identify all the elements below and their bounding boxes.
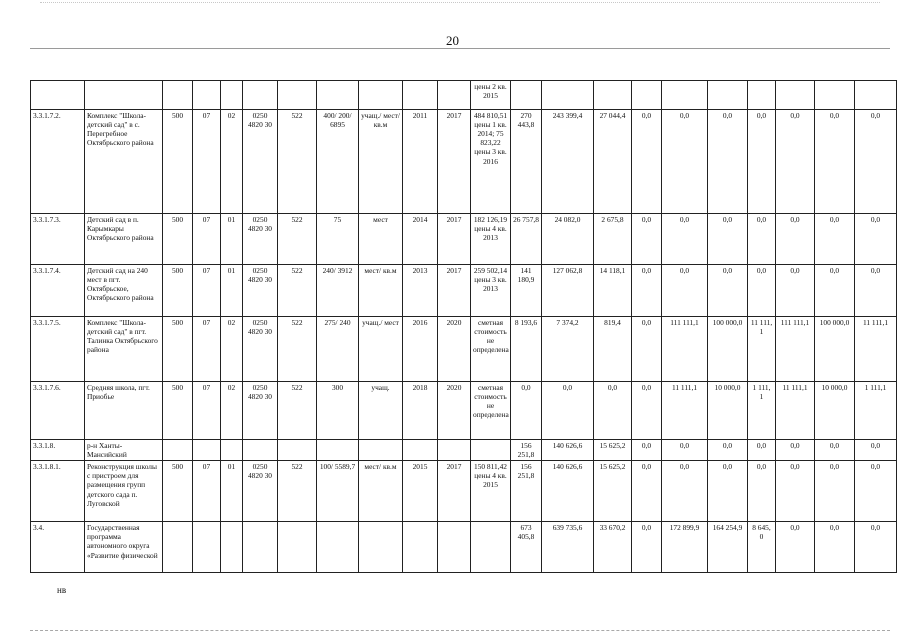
cell-subsection: 01 <box>221 461 243 522</box>
cell-target-article: 0250 4820 30 <box>243 265 278 317</box>
cell-estimated-cost: 182 126,19 цены 4 кв. 2013 <box>471 214 511 265</box>
cell-district-3: 0,0 <box>815 461 855 522</box>
cell-ministry: 500 <box>163 461 193 522</box>
cell-total: 270 443,8 <box>511 110 542 214</box>
cell-estimated-cost: сметная стоимость не определена <box>471 382 511 440</box>
cell-name: Средняя школа, пгт. Приобье <box>85 382 163 440</box>
cell-total-2: 111 111,1 <box>662 317 708 382</box>
cell-local-budget: 2 675,8 <box>594 214 632 265</box>
cell-estimated-cost: 484 810,51 цены 1 кв. 2014; 75 823,22 цены 3 кв. 2016 <box>471 110 511 214</box>
cell-federal <box>632 81 662 110</box>
cell-code: 3.4. <box>31 522 85 573</box>
cell-unit: учащ. <box>359 382 403 440</box>
cell-start-year: 2015 <box>403 461 438 522</box>
cell-target-article <box>243 81 278 110</box>
cell-end-year: 2020 <box>438 317 471 382</box>
cell-section <box>193 440 221 461</box>
cell-ministry <box>163 522 193 573</box>
cell-district-2: 0,0 <box>708 461 748 522</box>
cell-local-budget: 0,0 <box>594 382 632 440</box>
cell-capacity <box>317 81 359 110</box>
cell-start-year: 2014 <box>403 214 438 265</box>
cell-ministry: 500 <box>163 110 193 214</box>
cell-district-budget: 140 626,6 <box>542 440 594 461</box>
cell-capacity: 275/ 240 <box>317 317 359 382</box>
cell-district-2 <box>708 81 748 110</box>
cell-local-2: 0,0 <box>748 461 776 522</box>
cell-local-3: 0,0 <box>855 110 897 214</box>
cell-local-2 <box>748 81 776 110</box>
cell-district-budget: 7 374,2 <box>542 317 594 382</box>
cell-end-year: 2017 <box>438 214 471 265</box>
cell-name: Детский сад в п. Карымкары Октябрьского района <box>85 214 163 265</box>
cell-unit: мест <box>359 214 403 265</box>
cell-target-article <box>243 522 278 573</box>
cell-section <box>193 522 221 573</box>
cell-district-3: 0,0 <box>815 265 855 317</box>
cell-local-3: 0,0 <box>855 265 897 317</box>
cell-target-article: 0250 4820 30 <box>243 382 278 440</box>
cell-federal: 0,0 <box>632 317 662 382</box>
cell-capacity: 75 <box>317 214 359 265</box>
cell-federal: 0,0 <box>632 265 662 317</box>
cell-name <box>85 81 163 110</box>
cell-subsection <box>221 440 243 461</box>
cell-local-2: 11 111, 1 <box>748 317 776 382</box>
cell-district-budget: 140 626,6 <box>542 461 594 522</box>
cell-district-3: 0,0 <box>815 110 855 214</box>
cell-estimated-cost <box>471 440 511 461</box>
cell-total: 156 251,8 <box>511 440 542 461</box>
cell-unit: мест/ кв.м <box>359 265 403 317</box>
cell-end-year: 2017 <box>438 265 471 317</box>
table-row <box>31 214 897 265</box>
cell-target-article <box>243 440 278 461</box>
cell-unit <box>359 522 403 573</box>
cell-federal: 0,0 <box>632 522 662 573</box>
cell-district-budget <box>542 81 594 110</box>
budget-table <box>30 80 897 573</box>
cell-district-3: 0,0 <box>815 522 855 573</box>
cell-total-3: 0,0 <box>776 522 815 573</box>
cell-start-year: 2013 <box>403 265 438 317</box>
cell-ministry: 500 <box>163 382 193 440</box>
cell-section <box>193 81 221 110</box>
cell-district-2: 164 254,9 <box>708 522 748 573</box>
cell-capacity: 100/ 5589,7 <box>317 461 359 522</box>
cell-code: 3.3.1.7.5. <box>31 317 85 382</box>
cell-total: 156 251,8 <box>511 461 542 522</box>
cell-end-year <box>438 522 471 573</box>
cell-local-3: 0,0 <box>855 440 897 461</box>
cell-section: 07 <box>193 382 221 440</box>
cell-district-2: 100 000,0 <box>708 317 748 382</box>
cell-section: 07 <box>193 110 221 214</box>
cell-ministry <box>163 81 193 110</box>
cell-unit: учащ./ мест/ кв.м <box>359 110 403 214</box>
cell-estimated-cost: цены 2 кв. 2015 <box>471 81 511 110</box>
cell-subsection: 02 <box>221 110 243 214</box>
cell-name: Реконструкция школы с пристроем для размещения групп детского сада п. Луговской <box>85 461 163 522</box>
cell-total-2: 172 899,9 <box>662 522 708 573</box>
page-number: 20 <box>446 33 459 48</box>
table-row <box>31 81 897 110</box>
cell-section: 07 <box>193 461 221 522</box>
cell-district-budget: 24 082,0 <box>542 214 594 265</box>
cell-code: 3.3.1.7.3. <box>31 214 85 265</box>
cell-code: 3.3.1.7.2. <box>31 110 85 214</box>
cell-capacity <box>317 522 359 573</box>
cell-total-2: 0,0 <box>662 265 708 317</box>
cell-district-3: 100 000,0 <box>815 317 855 382</box>
cell-estimated-cost: 150 811,42 цены 4 кв. 2015 <box>471 461 511 522</box>
scan-edge-bottom <box>30 630 890 631</box>
cell-local-budget: 33 670,2 <box>594 522 632 573</box>
cell-district-budget: 243 399,4 <box>542 110 594 214</box>
cell-ministry: 500 <box>163 317 193 382</box>
cell-total: 141 180,9 <box>511 265 542 317</box>
cell-ministry <box>163 440 193 461</box>
cell-total-3: 0,0 <box>776 214 815 265</box>
cell-unit: мест/ кв.м <box>359 461 403 522</box>
cell-code: 3.3.1.8. <box>31 440 85 461</box>
cell-ministry: 500 <box>163 265 193 317</box>
cell-total-3: 0,0 <box>776 461 815 522</box>
cell-district-2: 0,0 <box>708 110 748 214</box>
cell-total: 26 757,8 <box>511 214 542 265</box>
cell-target-article: 0250 4820 30 <box>243 317 278 382</box>
cell-total: 8 193,6 <box>511 317 542 382</box>
cell-subsection: 02 <box>221 382 243 440</box>
cell-total-2: 11 111,1 <box>662 382 708 440</box>
cell-subsection: 02 <box>221 317 243 382</box>
table-row <box>31 317 897 382</box>
cell-target-article: 0250 4820 30 <box>243 461 278 522</box>
cell-local-3: 11 111,1 <box>855 317 897 382</box>
cell-district-3: 10 000,0 <box>815 382 855 440</box>
cell-ministry: 500 <box>163 214 193 265</box>
cell-expense-type: 522 <box>278 461 317 522</box>
cell-start-year: 2011 <box>403 110 438 214</box>
cell-unit <box>359 440 403 461</box>
cell-start-year: 2018 <box>403 382 438 440</box>
table-row <box>31 110 897 214</box>
cell-start-year <box>403 440 438 461</box>
cell-code: 3.3.1.7.6. <box>31 382 85 440</box>
header-rule <box>30 48 890 49</box>
table-row <box>31 265 897 317</box>
cell-name: Государственная программа автономного округа «Развитие физической <box>85 522 163 573</box>
cell-total-3: 0,0 <box>776 440 815 461</box>
cell-capacity: 400/ 200/ 6895 <box>317 110 359 214</box>
cell-code: 3.3.1.8.1. <box>31 461 85 522</box>
cell-end-year: 2017 <box>438 461 471 522</box>
cell-federal: 0,0 <box>632 110 662 214</box>
cell-capacity <box>317 440 359 461</box>
cell-district-2: 0,0 <box>708 265 748 317</box>
cell-total-2: 0,0 <box>662 440 708 461</box>
scan-edge-top <box>40 2 880 3</box>
cell-local-budget: 14 118,1 <box>594 265 632 317</box>
cell-target-article: 0250 4820 30 <box>243 214 278 265</box>
cell-local-2: 1 111, 1 <box>748 382 776 440</box>
cell-total-3: 11 111,1 <box>776 382 815 440</box>
cell-code <box>31 81 85 110</box>
cell-start-year: 2016 <box>403 317 438 382</box>
footer-note: нв <box>57 585 67 595</box>
cell-expense-type <box>278 440 317 461</box>
cell-total: 0,0 <box>511 382 542 440</box>
cell-district-3: 0,0 <box>815 440 855 461</box>
cell-expense-type <box>278 81 317 110</box>
cell-capacity: 300 <box>317 382 359 440</box>
cell-start-year <box>403 81 438 110</box>
cell-unit: учащ./ мест <box>359 317 403 382</box>
cell-expense-type: 522 <box>278 214 317 265</box>
cell-local-budget <box>594 81 632 110</box>
cell-local-budget: 15 625,2 <box>594 440 632 461</box>
cell-end-year: 2020 <box>438 382 471 440</box>
cell-district-3: 0,0 <box>815 214 855 265</box>
cell-total-2: 0,0 <box>662 461 708 522</box>
cell-total-3: 0,0 <box>776 110 815 214</box>
cell-subsection <box>221 522 243 573</box>
cell-unit <box>359 81 403 110</box>
cell-estimated-cost: сметная стоимость не определена <box>471 317 511 382</box>
cell-district-2: 0,0 <box>708 214 748 265</box>
cell-target-article: 0250 4820 30 <box>243 110 278 214</box>
cell-end-year: 2017 <box>438 110 471 214</box>
cell-local-budget: 27 044,4 <box>594 110 632 214</box>
cell-local-2: 0,0 <box>748 440 776 461</box>
cell-expense-type: 522 <box>278 265 317 317</box>
cell-total: 673 405,8 <box>511 522 542 573</box>
cell-total-2 <box>662 81 708 110</box>
cell-estimated-cost <box>471 522 511 573</box>
cell-local-3: 0,0 <box>855 214 897 265</box>
cell-estimated-cost: 259 502,14 цены 3 кв. 2013 <box>471 265 511 317</box>
cell-local-budget: 819,4 <box>594 317 632 382</box>
cell-code: 3.3.1.7.4. <box>31 265 85 317</box>
cell-total-2: 0,0 <box>662 110 708 214</box>
table-row <box>31 461 897 522</box>
cell-name: Комплекс "Школа-детский сад" в с. Перегребное Октябрьского района <box>85 110 163 214</box>
cell-total <box>511 81 542 110</box>
cell-local-3: 1 111,1 <box>855 382 897 440</box>
cell-total-3 <box>776 81 815 110</box>
cell-name: Детский сад на 240 мест в пгт. Октябрьское, Октябрьского района <box>85 265 163 317</box>
cell-name: р-н Ханты-Мансийский <box>85 440 163 461</box>
cell-local-2: 0,0 <box>748 265 776 317</box>
cell-total-3: 111 111,1 <box>776 317 815 382</box>
cell-federal: 0,0 <box>632 382 662 440</box>
cell-local-3: 0,0 <box>855 522 897 573</box>
cell-capacity: 240/ 3912 <box>317 265 359 317</box>
cell-local-2: 0,0 <box>748 110 776 214</box>
cell-local-3 <box>855 81 897 110</box>
cell-expense-type: 522 <box>278 317 317 382</box>
cell-end-year <box>438 440 471 461</box>
cell-federal: 0,0 <box>632 214 662 265</box>
cell-expense-type: 522 <box>278 382 317 440</box>
cell-federal: 0,0 <box>632 461 662 522</box>
cell-subsection <box>221 81 243 110</box>
cell-section: 07 <box>193 317 221 382</box>
cell-subsection: 01 <box>221 265 243 317</box>
cell-local-3: 0,0 <box>855 461 897 522</box>
cell-expense-type <box>278 522 317 573</box>
cell-local-2: 8 645, 0 <box>748 522 776 573</box>
cell-start-year <box>403 522 438 573</box>
cell-district-2: 10 000,0 <box>708 382 748 440</box>
cell-federal: 0,0 <box>632 440 662 461</box>
cell-name: Комплекс "Школа-детский сад" в пгт. Талинка Октябрьского района <box>85 317 163 382</box>
cell-section: 07 <box>193 265 221 317</box>
cell-district-budget: 639 735,6 <box>542 522 594 573</box>
cell-district-budget: 0,0 <box>542 382 594 440</box>
cell-end-year <box>438 81 471 110</box>
cell-expense-type: 522 <box>278 110 317 214</box>
table-row <box>31 382 897 440</box>
cell-local-budget: 15 625,2 <box>594 461 632 522</box>
cell-local-2: 0,0 <box>748 214 776 265</box>
cell-section: 07 <box>193 214 221 265</box>
cell-district-3 <box>815 81 855 110</box>
table-row <box>31 440 897 461</box>
cell-total-3: 0,0 <box>776 265 815 317</box>
cell-district-2: 0,0 <box>708 440 748 461</box>
cell-subsection: 01 <box>221 214 243 265</box>
cell-district-budget: 127 062,8 <box>542 265 594 317</box>
table-row <box>31 522 897 573</box>
cell-total-2: 0,0 <box>662 214 708 265</box>
